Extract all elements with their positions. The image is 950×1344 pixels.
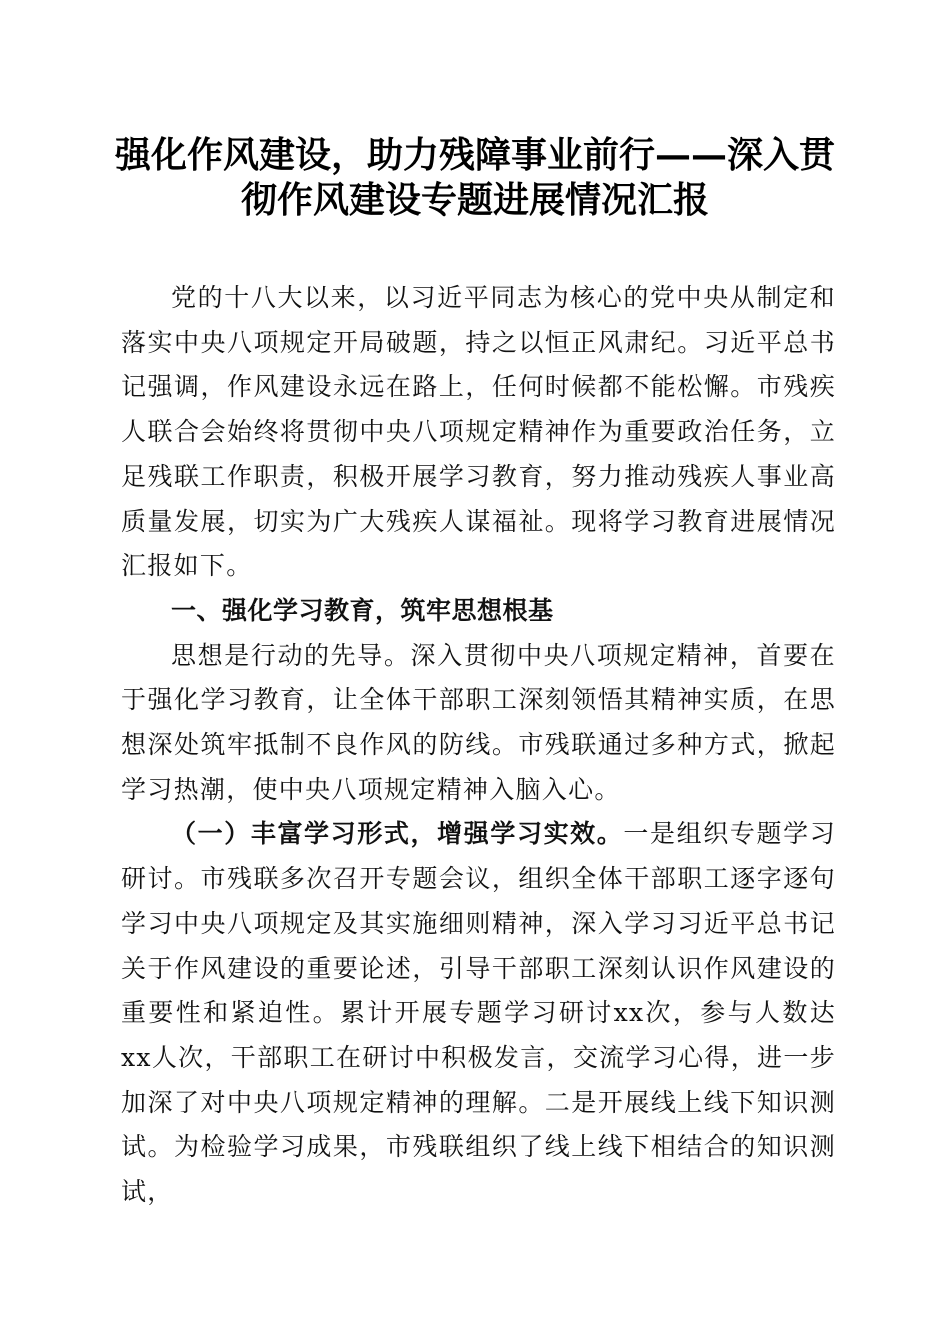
subsection-1-lead: （一）丰富学习形式，增强学习实效。 [171,819,624,849]
document-body [121,276,836,1215]
document-title: 强化作风建设，助力残障事业前行——深入贯彻作风建设专题进展情况汇报 [114,134,835,221]
section-1-heading: 一、强化学习教育，筑牢思想根基 [171,595,554,625]
intro-paragraph: 党的十八大以来，以习近平同志为核心的党中央从制定和落实中央八项规定开局破题，持之以恒正风肃纪。习近平总书记强调，作风建设永远在路上，任何时候都不能松懈。市残疾人联合会始终将贯彻中央八项规定精神作为重要政治任务，立足残联工作职责，积极开展学习教育，努力推动残疾人事业高质量发展，切实为广大残疾人谋福祉。现将学习教育进展情况汇报如下。 [121,283,836,581]
section-1-paragraph: 思想是行动的先导。深入贯彻中央八项规定精神，首要在于强化学习教育，让全体干部职工深刻领悟其精神实质，在思想深处筑牢抵制不良作风的防线。市残联通过多种方式，掀起学习热潮，使中央八项规定精神入脑入心。 [121,640,836,804]
subsection-1-body: 一是组织专题学习研讨。市残联多次召开专题会议，组织全体干部职工逐字逐句学习中央八项规定及其实施细则精神，深入学习习近平总书记关于作风建设的重要论述，引导干部职工深刻认识作风建设的重要性和紧迫性。累计开展专题学习研讨xx次，参与人数达xx人次，干部职工在研讨中积极发言，交流学习心得，进一步加深了对中央八项规定精神的理解。二是开展线上线下知识测试。为检验学习成果，市残联组织了线上线下相结合的知识测试， [121,819,836,1207]
subsection-1-paragraph [121,812,836,1214]
